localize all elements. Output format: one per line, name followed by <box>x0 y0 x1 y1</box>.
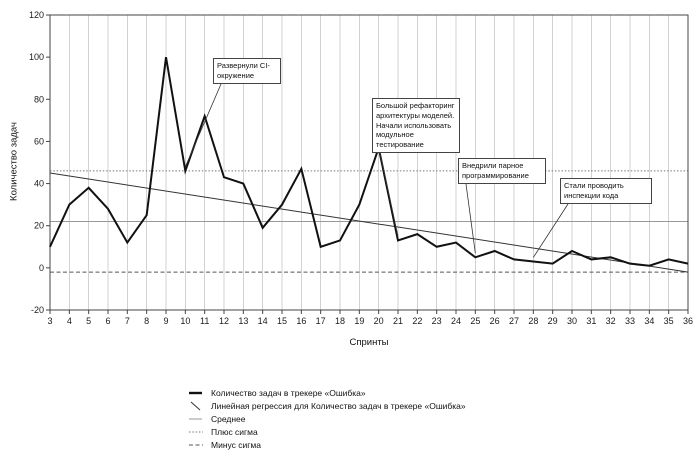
diagonal-line-swatch-icon <box>187 401 205 411</box>
svg-text:33: 33 <box>624 316 636 326</box>
svg-text:0: 0 <box>38 262 44 273</box>
annotation-leader-line <box>533 204 568 257</box>
legend-label: Линейная регрессия для Количество задач в трекере «Ошибка» <box>211 400 466 411</box>
svg-text:30: 30 <box>566 316 578 326</box>
svg-text:15: 15 <box>276 316 288 326</box>
annotation-box: Внедрили парное программирование <box>458 158 546 184</box>
main-series-line <box>50 57 688 266</box>
legend-label: Среднее <box>211 413 246 424</box>
svg-text:27: 27 <box>508 316 520 326</box>
svg-text:19: 19 <box>354 316 365 326</box>
svg-text:100: 100 <box>28 52 44 63</box>
svg-text:21: 21 <box>392 316 404 326</box>
svg-text:18: 18 <box>334 316 346 326</box>
svg-text:11: 11 <box>199 316 210 326</box>
svg-text:3: 3 <box>47 316 53 326</box>
svg-text:-20: -20 <box>30 305 44 315</box>
svg-text:9: 9 <box>163 316 169 326</box>
plot-border <box>50 15 688 310</box>
svg-text:40: 40 <box>33 178 44 189</box>
svg-text:14: 14 <box>257 316 268 326</box>
svg-text:6: 6 <box>105 316 111 326</box>
legend-item-regression <box>187 399 466 412</box>
svg-text:26: 26 <box>489 316 500 326</box>
svg-text:80: 80 <box>33 94 44 105</box>
svg-text:120: 120 <box>28 10 44 20</box>
svg-text:7: 7 <box>124 316 130 326</box>
annotation-leader-line <box>185 84 221 167</box>
svg-text:23: 23 <box>431 316 442 326</box>
y-axis-title: Количество задач <box>8 122 20 201</box>
x-axis-ticks <box>47 310 693 326</box>
svg-text:20: 20 <box>33 220 44 231</box>
svg-text:5: 5 <box>86 316 92 326</box>
svg-text:35: 35 <box>663 316 674 326</box>
svg-text:16: 16 <box>296 316 307 326</box>
svg-text:22: 22 <box>412 316 423 326</box>
svg-text:31: 31 <box>586 316 597 326</box>
chart-legend <box>187 386 466 451</box>
thin-line-swatch-icon <box>187 414 205 424</box>
legend-label: Плюс сигма <box>211 426 258 437</box>
annotation-box: Развернули CI-окружение <box>213 58 281 84</box>
annotation-leader-line <box>380 153 398 236</box>
svg-text:36: 36 <box>682 316 694 326</box>
y-axis-ticks <box>29 10 50 315</box>
svg-text:32: 32 <box>605 316 616 326</box>
svg-text:25: 25 <box>470 316 481 326</box>
dashed-line-swatch-icon <box>187 440 205 450</box>
svg-text:34: 34 <box>644 316 655 326</box>
svg-text:12: 12 <box>218 316 230 326</box>
legend-label: Количество задач в трекере «Ошибка» <box>211 387 366 398</box>
svg-text:13: 13 <box>238 316 249 326</box>
svg-text:60: 60 <box>33 136 44 147</box>
annotation-box: Стали проводить инспекции кода <box>560 178 652 204</box>
svg-text:20: 20 <box>373 316 384 326</box>
x-axis-title: Спринты <box>349 337 389 348</box>
annotation-box: Большой рефакторинг архитектуры моделей. Начали использовать модульное тестирование <box>372 98 460 153</box>
legend-item-tasks <box>187 386 466 399</box>
svg-text:24: 24 <box>450 316 462 326</box>
svg-text:8: 8 <box>144 316 150 326</box>
legend-item-minus-sigma <box>187 438 466 451</box>
svg-text:17: 17 <box>315 316 326 326</box>
gridlines <box>50 15 688 310</box>
svg-text:4: 4 <box>66 316 72 326</box>
dotted-line-swatch-icon <box>187 427 205 437</box>
annotation-leader-line <box>466 184 475 253</box>
svg-text:10: 10 <box>180 316 191 326</box>
legend-item-mean <box>187 412 466 425</box>
svg-text:28: 28 <box>528 316 539 326</box>
bold-line-swatch-icon <box>187 388 205 398</box>
legend-item-plus-sigma <box>187 425 466 438</box>
legend-label: Минус сигма <box>211 439 261 450</box>
svg-text:29: 29 <box>547 316 558 326</box>
